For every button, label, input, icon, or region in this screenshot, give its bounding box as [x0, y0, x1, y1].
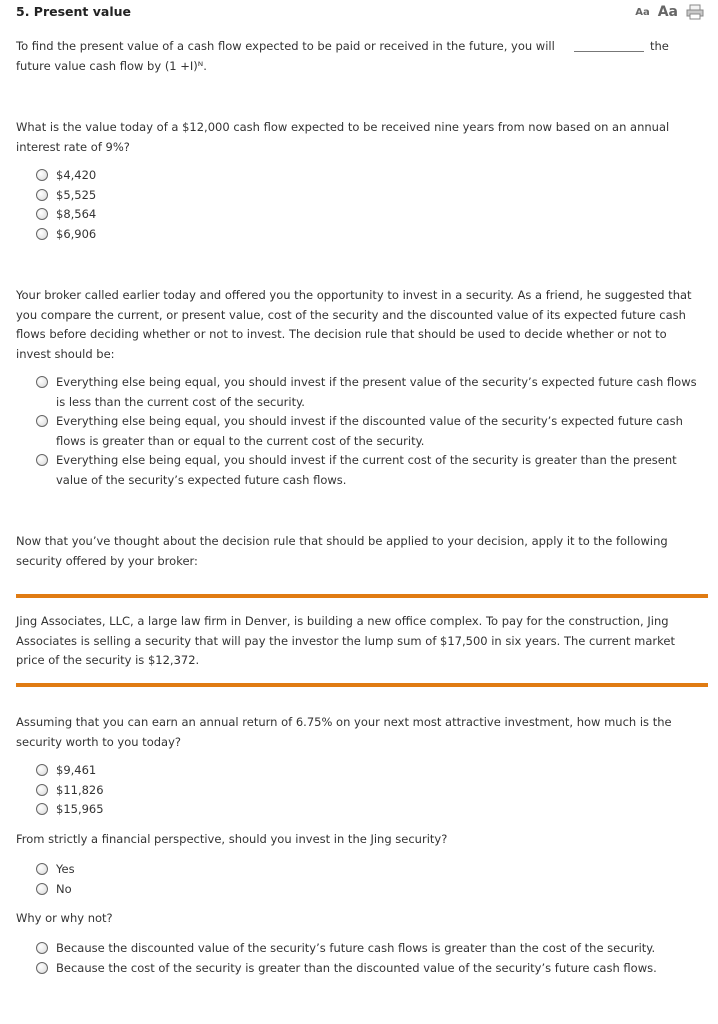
option-label: Everything else being equal, you should invest if the current cost of the security is greater than the present	[56, 453, 677, 467]
radio-button[interactable]	[36, 208, 48, 220]
radio-button[interactable]	[36, 863, 48, 875]
radio-button[interactable]	[36, 942, 48, 954]
option-label: No	[56, 881, 72, 896]
option-label: $9,461	[56, 763, 97, 777]
question-why	[16, 909, 708, 929]
answer-option[interactable]	[36, 451, 708, 490]
answer-option[interactable]	[36, 225, 96, 245]
answer-option[interactable]	[36, 781, 104, 801]
radio-button[interactable]	[36, 764, 48, 776]
transition-text	[16, 532, 708, 571]
question-invest	[16, 830, 708, 850]
option-label: Because the discounted value of the security’s future cash flows is greater than the cost of the security.	[56, 941, 656, 955]
answer-option[interactable]	[36, 800, 104, 820]
option-label: $8,564	[56, 207, 97, 221]
radio-button[interactable]	[36, 962, 48, 974]
answer-option[interactable]	[36, 761, 104, 781]
question-title: 5. Present value	[16, 4, 131, 19]
radio-button[interactable]	[36, 883, 48, 895]
radio-button[interactable]	[36, 454, 48, 466]
scenario-line: Jing Associates, LLC, a large law firm in Denver, is building a new office complex. To pay for the construction, Jing	[16, 614, 669, 628]
scenario-text	[16, 612, 708, 671]
option-label: flows is greater than or equal to the current cost of the security.	[56, 433, 425, 448]
question-security-worth	[16, 713, 708, 752]
question-text: Your broker called earlier today and offered you the opportunity to invest in a security. As a friend, he suggested that	[16, 288, 692, 302]
option-label: Everything else being equal, you should invest if the discounted value of the security’s expected future cash	[56, 414, 683, 428]
radio-button[interactable]	[36, 169, 48, 181]
question-decision-rule	[16, 286, 708, 364]
answer-options-pv	[36, 166, 96, 244]
option-label: $6,906	[56, 226, 97, 241]
answer-option[interactable]	[36, 860, 75, 880]
question-text: Assuming that you can earn an annual return of 6.75% on your next most attractive investment, how much is the	[16, 715, 672, 729]
answer-option[interactable]	[36, 412, 708, 451]
question-text: From strictly a financial perspective, should you invest in the Jing security?	[16, 832, 448, 846]
fill-in-question	[16, 37, 708, 76]
answer-options-invest	[36, 860, 75, 899]
radio-button[interactable]	[36, 228, 48, 240]
option-label: $15,965	[56, 802, 104, 816]
question-text: Why or why not?	[16, 911, 113, 925]
option-label: $5,525	[56, 187, 97, 202]
question-text: security worth to you today?	[16, 734, 181, 749]
fill-in-text-the: the	[650, 39, 669, 53]
answer-option[interactable]	[36, 166, 96, 186]
answer-option[interactable]	[36, 939, 708, 959]
option-label: is less than the current cost of the security.	[56, 394, 305, 409]
radio-button[interactable]	[36, 803, 48, 815]
question-text: you compare the current, or present value, cost of the security and the discounted value of its expected future cash	[16, 307, 686, 322]
question-text: security offered by your broker:	[16, 553, 198, 568]
print-icon[interactable]	[686, 4, 704, 20]
answer-options-decision-rule	[36, 373, 708, 490]
question-text: Now that you’ve thought about the decision rule that should be applied to your decision, apply it to the following	[16, 534, 668, 548]
fill-in-text-line2: future value cash flow by (1 +I)ᴺ.	[16, 58, 207, 73]
answer-options-worth	[36, 761, 104, 820]
answer-option[interactable]	[36, 186, 96, 206]
answer-options-why	[36, 939, 708, 978]
question-text: flows before deciding whether or not to invest. The decision rule that should be used to decide whether or not to	[16, 327, 667, 341]
option-label: value of the security’s expected future cash flows.	[56, 472, 347, 487]
answer-option[interactable]	[36, 373, 708, 412]
question-text: What is the value today of a $12,000 cash flow expected to be received nine years from now based on an annual	[16, 120, 670, 134]
radio-button[interactable]	[36, 784, 48, 796]
scenario-top-rule	[16, 594, 708, 598]
option-label: Because the cost of the security is greater than the discounted value of the security’s future cash flows.	[56, 960, 657, 975]
scenario-bottom-rule	[16, 683, 708, 687]
radio-button[interactable]	[36, 376, 48, 388]
option-label: Everything else being equal, you should invest if the present value of the security’s expected future cash flows	[56, 375, 697, 389]
scenario-line: price of the security is $12,372.	[16, 653, 200, 667]
answer-option[interactable]	[36, 959, 708, 979]
question-text: interest rate of 9%?	[16, 139, 130, 154]
scenario-line: Associates is selling a security that will pay the investor the lump sum of $17,500 in six years. The current market	[16, 633, 675, 648]
font-size-small-button[interactable]: Aa	[635, 6, 650, 18]
option-label: $4,420	[56, 168, 97, 182]
radio-button[interactable]	[36, 415, 48, 427]
fill-in-text: To find the present value of a cash flow expected to be paid or received in the future, you will	[16, 39, 555, 53]
font-size-large-button[interactable]: Aa	[657, 4, 678, 20]
radio-button[interactable]	[36, 189, 48, 201]
answer-option[interactable]	[36, 205, 96, 225]
option-label: $11,826	[56, 782, 104, 797]
answer-option[interactable]	[36, 880, 75, 900]
toolbar	[635, 4, 704, 20]
question-text: invest should be:	[16, 346, 115, 361]
question-pv-calculation	[16, 118, 708, 157]
fill-in-blank[interactable]	[574, 39, 644, 52]
option-label: Yes	[56, 862, 75, 876]
